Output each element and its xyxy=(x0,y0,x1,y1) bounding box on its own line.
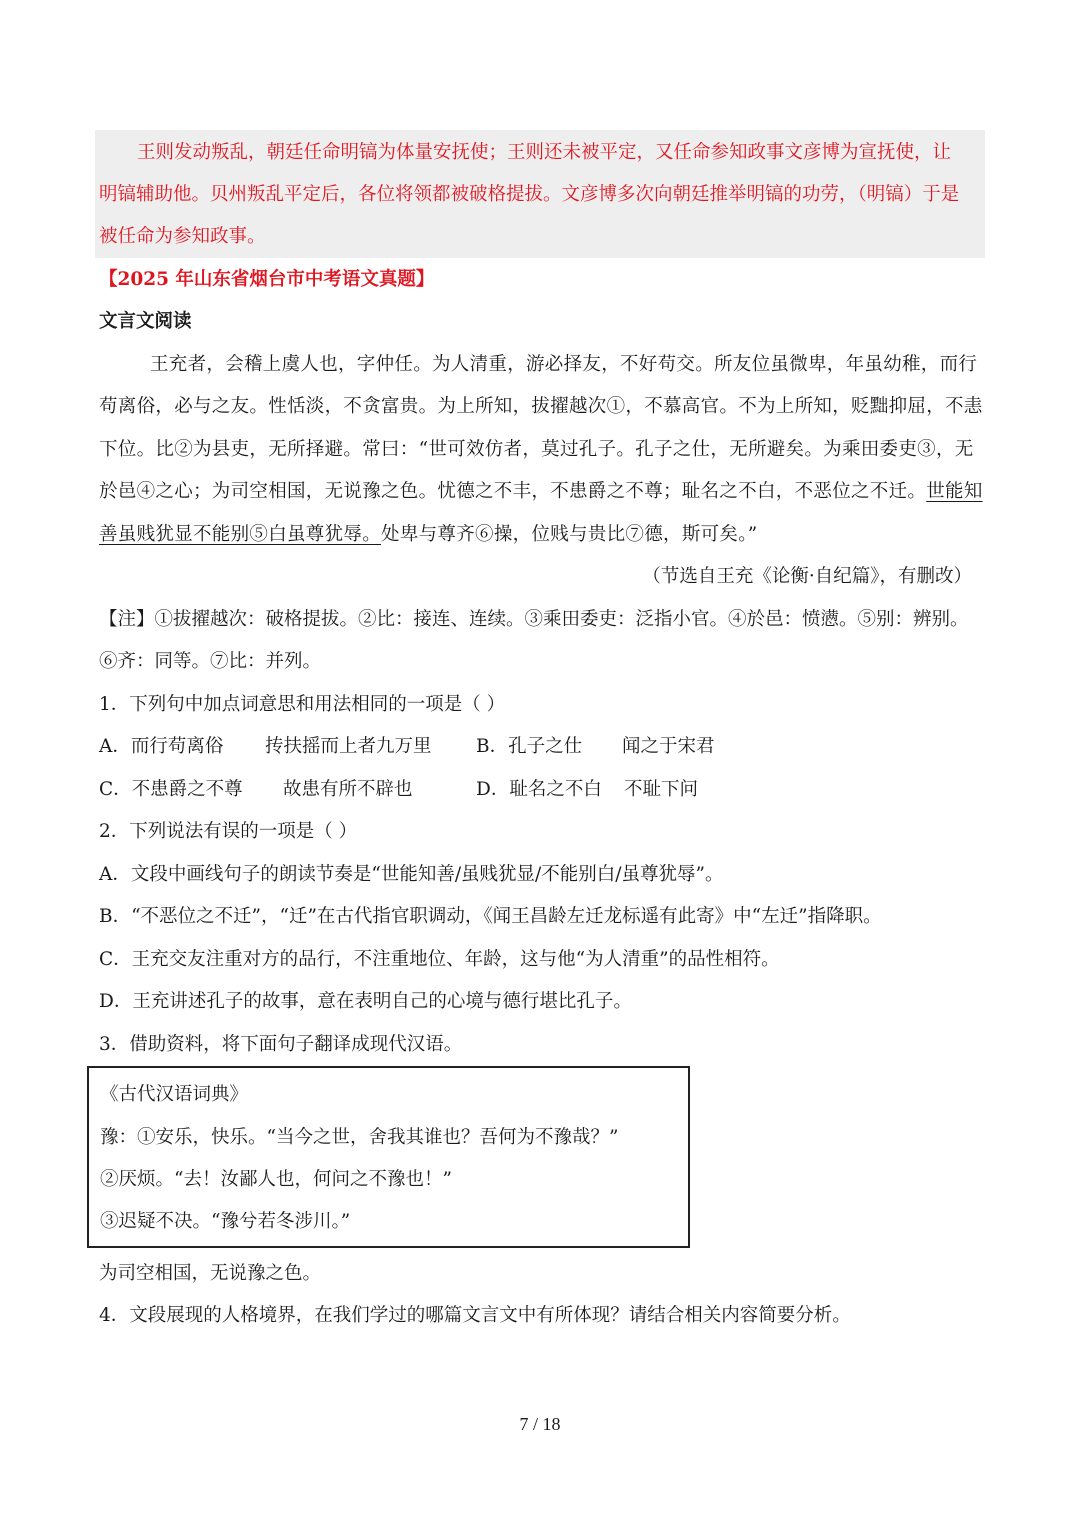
passage-source: （节选自王充《论衡·自纪篇》，有删改） xyxy=(642,566,972,587)
q3-stem: 3．借助资料，将下面句子翻译成现代汉语。 xyxy=(99,1034,463,1055)
translation-line-2: 明镐辅助他。贝州叛乱平定后，各位将领都被破格提拔。文彦博多次向朝廷推举明镐的功劳，（明镐）于是 xyxy=(99,184,960,205)
q2-stem: 2．下列说法有误的一项是（ ） xyxy=(99,821,358,842)
translation-line-1: 王则发动叛乱，朝廷任命明镐为体量安抚使；王则还未被平定，又任命参知政事文彦博为宣抚使，让 xyxy=(137,142,952,163)
q1-option-c: C．不患爵之不尊 xyxy=(99,779,243,800)
passage-line-4 xyxy=(99,480,983,504)
q4-stem: 4．文段展现的人格境界，在我们学过的哪篇文言文中有所体现？请结合相关内容简要分析。 xyxy=(99,1305,851,1326)
notes-line-2: ⑥齐：同等。⑦比：并列。 xyxy=(99,651,322,672)
passage-line-2: 苟离俗，必与之友。性恬淡，不贪富贵。为上所知，拔擢越次①，不慕高官。不为上所知，贬黜抑屈，不恚 xyxy=(99,396,983,417)
q1-option-b-example: 闻之于宋君 xyxy=(622,736,715,757)
q1-option-a: A．而行苟离俗 xyxy=(99,736,224,757)
dictionary-entry-3: ③迟疑不决。“豫兮若冬涉川。” xyxy=(100,1211,351,1232)
q1-option-d-example: 不耻下问 xyxy=(624,779,699,800)
q2-option-d: D．王充讲述孔子的故事，意在表明自己的心境与德行堪比孔子。 xyxy=(99,991,632,1012)
passage-line-1: 王充者，会稽上虞人也，字仲任。为人清重，游必择友，不好苟交。所友位虽微卑，年虽幼稚，而行 xyxy=(150,354,978,375)
passage-line-5-plain: 处卑与尊齐⑥操，位贱与贵比⑦德，斯可矣。” xyxy=(381,524,758,545)
subsection-title: 文言文阅读 xyxy=(99,311,192,332)
passage-underline-start: 世能知 xyxy=(926,481,983,502)
dictionary-entry-1: 豫：①安乐，快乐。“当今之世，舍我其谁也？吾何为不豫哉？” xyxy=(100,1127,619,1148)
q1-option-a-example: 抟扶摇而上者九万里 xyxy=(265,736,432,757)
translation-line-3: 被任命为参知政事。 xyxy=(99,226,266,247)
q1-option-d: D．耻名之不白 xyxy=(476,779,602,800)
notes-line-1: 【注】①拔擢越次：破格提拔。②比：接连、连续。③乘田委吏：泛指小官。④於邑：愤懑。⑤别：辨别。 xyxy=(99,609,969,630)
q2-option-a: A．文段中画线句子的朗读节奏是“世能知善/虽贱犹显/不能别白/虽尊犹辱”。 xyxy=(99,864,724,885)
dictionary-title: 《古代汉语词典》 xyxy=(100,1084,249,1105)
passage-underline-end: 善虽贱犹显不能别⑤白虽尊犹辱。 xyxy=(99,524,382,545)
q1-option-c-example: 故患有所不辟也 xyxy=(283,779,413,800)
q2-option-b: B．“不恶位之不迁”，“迁”在古代指官职调动，《闻王昌龄左迁龙标遥有此寄》中“左迁”指降职。 xyxy=(99,906,882,927)
dictionary-entry-2: ②厌烦。“去！汝鄙人也，何问之不豫也！” xyxy=(100,1169,452,1190)
q1-option-b: B．孔子之仕 xyxy=(476,736,583,757)
q3-sentence: 为司空相国，无说豫之色。 xyxy=(99,1263,322,1284)
passage-line-4-plain: 於邑④之心；为司空相国，无说豫之色。忧德之不丰，不患爵之不尊；耻名之不白，不恶位之不迁。 xyxy=(99,481,927,502)
passage-line-3: 下位。比②为县吏，无所择避。常曰：“世可效仿者，莫过孔子。孔子之仕，无所避矣。为乘田委吏③，无 xyxy=(99,439,974,460)
passage-line-5 xyxy=(99,523,758,547)
q1-stem: 1．下列句中加点词意思和用法相同的一项是（ ） xyxy=(99,694,506,715)
page-number: 7 / 18 xyxy=(519,1414,561,1434)
q2-option-c: C．王充交友注重对方的品行，不注重地位、年龄，这与他“为人清重”的品性相符。 xyxy=(99,949,780,970)
section-title: 【2025 年山东省烟台市中考语文真题】 xyxy=(99,269,435,290)
